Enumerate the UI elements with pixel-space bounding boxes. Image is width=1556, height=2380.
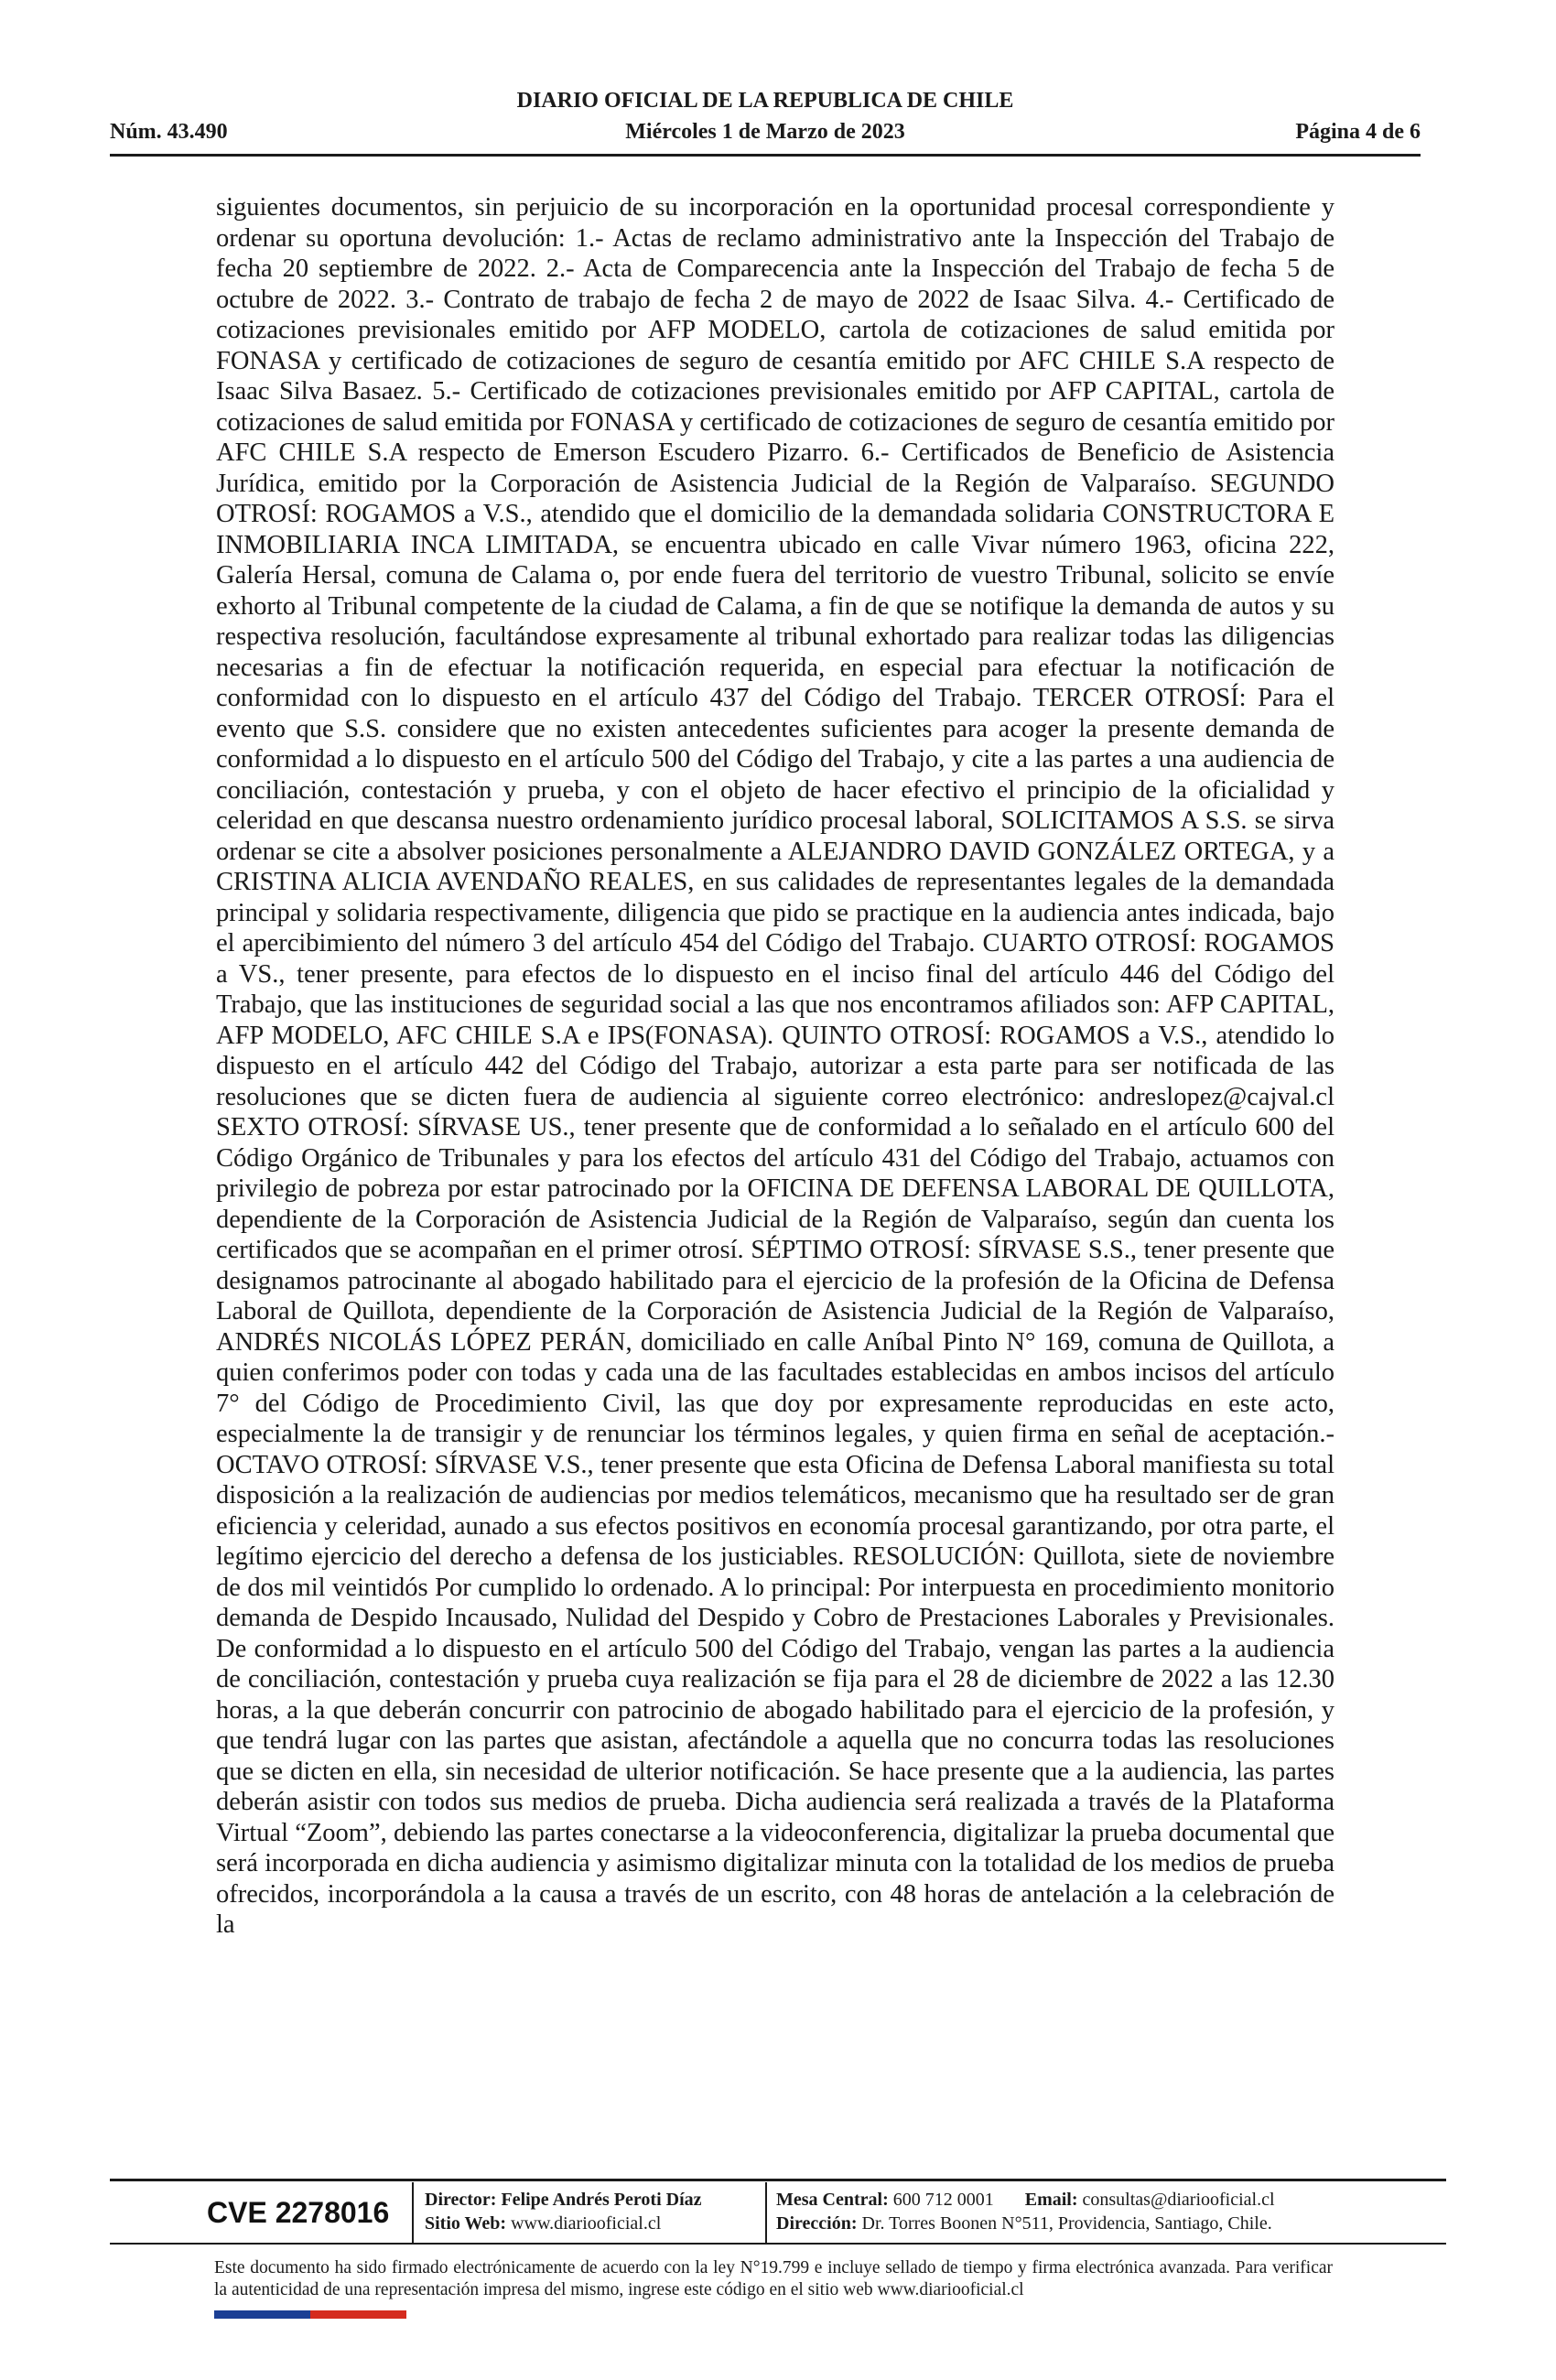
journal-title: DIARIO OFICIAL DE LA REPUBLICA DE CHILE (516, 89, 1014, 113)
phone-label: Mesa Central: (776, 2190, 889, 2210)
address-row (776, 2212, 1344, 2235)
page-header (110, 88, 1421, 159)
document-body: siguientes documentos, sin perjuicio de su incorporación en la oportunidad procesal correspondiente y ordenar su oportuna devolución: 1.- Actas de reclamo administrativo ante la Inspección del Trabajo de fecha 20 septiembre de 2022. 2.- Acta de Comparecencia ante la Inspección del Trabajo de fecha 5 de octubre de 2022. 3.- Contrato de trabajo de fecha 2 de mayo de 2022 de Isaac Silva. 4.- Certificado de cotizaciones previsionales emitido por AFP MODELO, cartola de cotizaciones de salud emitida por FONASA y certificado de cotizaciones de seguro de cesantía emitido por AFC CHILE S.A respecto de Isaac Silva Basaez. 5.- Certificado de cotizaciones previsionales emitido por AFP CAPITAL, cartola de cotizaciones de salud emitida por FONASA y certificado de cotizaciones de seguro de cesantía emitido por AFC CHILE S.A respecto de Emerson Escudero Pizarro. 6.- Certificados de Beneficio de Asistencia Jurídica, emitido por la Corporación de Asistencia Judicial de la Región de Valparaíso. SEGUNDO OTROSÍ: ROGAMOS a V.S., atendido que el domicilio de la demandada solidaria CONSTRUCTORA E INMOBILIARIA INCA LIMITADA, se encuentra ubicado en calle Vivar número 1963, oficina 222, Galería Hersal, comuna de Calama o, por ende fuera del territorio de vuestro Tribunal, solicito se envíe exhorto al Tribunal competente de la ciudad de Calama, a fin de que se notifique la demanda de autos y su respectiva resolución, facultándose expresamente al tribunal exhortado para realizar todas las diligencias necesarias a fin de efectuar la notificación requerida, en especial para efectuar la notificación de conformidad con lo dispuesto en el artículo 437 del Código del Trabajo. TERCER OTROSÍ: Para el evento que S.S. considere que no existen antecedentes suficientes para acoger la presente demanda de conformidad a lo dispuesto en el artículo 500 del Código del Trabajo, y cite a las partes a una audiencia de conciliación, contestación y prueba, y con el objeto de hacer efectivo el principio de la oficialidad y celeridad en que descansa nuestro ordenamiento jurídico procesal laboral, SOLICITAMOS A S.S. se sirva ordenar se cite a absolver posiciones personalmente a ALEJANDRO DAVID GONZÁLEZ ORTEGA, y a CRISTINA ALICIA AVENDAÑO REALES, en sus calidades de representantes legales de la demandada principal y solidaria respectivamente, diligencia que pido se practique en la audiencia antes indicada, bajo el apercibimiento del número 3 del artículo 454 del Código del Trabajo. CUARTO OTROSÍ: ROGAMOS a VS., tener presente, para efectos de lo dispuesto en el inciso final del artículo 446 del Código del Trabajo, que las instituciones de seguridad social a las que nos encontramos afiliados son: AFP CAPITAL, AFP MODELO, AFC CHILE S.A e IPS(FONASA). QUINTO OTROSÍ: ROGAMOS a V.S., atendido lo dispuesto en el artículo 442 del Código del Trabajo, autorizar a esta parte para ser notificada de las resoluciones que se dicten fuera de audiencia al siguiente correo electrónico: andreslopez@cajval.cl SEXTO OTROSÍ: SÍRVASE US., tener presente que de conformidad a lo señalado en el artículo 600 del Código Orgánico de Tribunales y para los efectos del artículo 431 del Código del Trabajo, actuamos con privilegio de pobreza por estar patrocinado por la OFICINA DE DEFENSA LABORAL DE QUILLOTA, dependiente de la Corporación de Asistencia Judicial de la Región de Valparaíso, según dan cuenta los certificados que se acompañan en el primer otrosí. SÉPTIMO OTROSÍ: SÍRVASE S.S., tener presente que designamos patrocinante al abogado habilitado para el ejercicio de la profesión de la Oficina de Defensa Laboral de Quillota, dependiente de la Corporación de Asistencia Judicial de la Región de Valparaíso, ANDRÉS NICOLÁS LÓPEZ PERÁN, domiciliado en calle Aníbal Pinto N° 169, comuna de Quillota, a quien conferimos poder con todas y cada una de las facultades establecidas en ambos incisos del artículo 7° del Código de Procedimiento Civil, las que doy por expresamente reproducidas en este acto, especialmente la de transigir y de renunciar los términos legales, y quien firma en señal de aceptación.- OCTAVO OTROSÍ: SÍRVASE V.S., tener presente que esta Oficina de Defensa Laboral manifiesta su total disposición a la realización de audiencias por medios telemáticos, mecanismo que ha resultado ser de gran eficiencia y celeridad, aunado a sus efectos positivos en economía procesal garantizando, por otra parte, el legítimo ejercicio del derecho a defensa de los justiciables. RESOLUCIÓN: Quillota, siete de noviembre de dos mil veintidós Por cumplido lo ordenado. A lo principal: Por interpuesta en procedimiento monitorio demanda de Despido Incausado, Nulidad del Despido y Cobro de Prestaciones Laborales y Previsionales. De conformidad a lo dispuesto en el artículo 500 del Código del Trabajo, vengan las partes a la audiencia de conciliación, contestación y prueba cuya realización se fija para el 28 de diciembre de 2022 a las 12.30 horas, a la que deberán concurrir con patrocinio de abogado habilitado para el ejercicio de la profesión, y que tendrá lugar con las partes que asistan, afectándole a aquella que no concurra todas las resoluciones que se dicten en ella, sin necesidad de ulterior notificación. Se hace presente que a la audiencia, las partes deberán asistir con todos sus medios de prueba. Dicha audiencia será realizada a través de la Plataforma Virtual “Zoom”, debiendo las partes conectarse a la videoconferencia, digitalizar la prueba documental que será incorporada en dicha audiencia y asimismo digitalizar minuta con la totalidad de los medios de prueba ofrecidos, incorporándola a la causa a través de un escrito, con 48 horas de antelación a la celebración de la (216, 193, 1334, 1939)
signature-disclaimer: Este documento ha sido firmado electrónicamente de acuerdo con la ley N°19.799 e incluye sellado de tiempo y firma electrónica avanzada. Para verificar la autenticidad de una representación impresa del mismo, ingrese este código en el sitio web www.diariooficial.cl (214, 2258, 1333, 2299)
director-row (425, 2188, 763, 2212)
address-label: Dirección: (776, 2213, 858, 2234)
chile-flag-stripe (214, 2310, 406, 2319)
footer-separator (765, 2182, 767, 2243)
phone-email-row (776, 2188, 1344, 2212)
footer-divider (110, 2179, 1446, 2181)
email-link[interactable]: consultas@diariooficial.cl (1082, 2190, 1275, 2210)
cve-box (196, 2182, 414, 2243)
flag-blue-segment (214, 2310, 310, 2319)
flag-red-segment (310, 2310, 406, 2319)
cve-code: CVE 2278016 (207, 2196, 390, 2229)
phone-number: 600 712 0001 (892, 2190, 994, 2210)
website-row (425, 2212, 763, 2235)
issue-number: Núm. 43.490 (110, 120, 228, 144)
footer-divider-lower (110, 2243, 1446, 2245)
director-name: Felipe Andrés Peroti Díaz (501, 2190, 702, 2210)
issue-date: Miércoles 1 de Marzo de 2023 (625, 120, 905, 144)
website-label: Sitio Web: (425, 2213, 507, 2234)
address-value: Dr. Torres Boonen N°511, Providencia, Santiago, Chile. (861, 2213, 1272, 2234)
contact-info (776, 2188, 1344, 2235)
website-link[interactable]: www.diariooficial.cl (511, 2213, 662, 2234)
header-divider (110, 154, 1421, 157)
email-label: Email: (1024, 2190, 1078, 2210)
director-label: Director: (425, 2190, 497, 2210)
page-number: Página 4 de 6 (1295, 120, 1421, 144)
publisher-info (425, 2188, 763, 2235)
